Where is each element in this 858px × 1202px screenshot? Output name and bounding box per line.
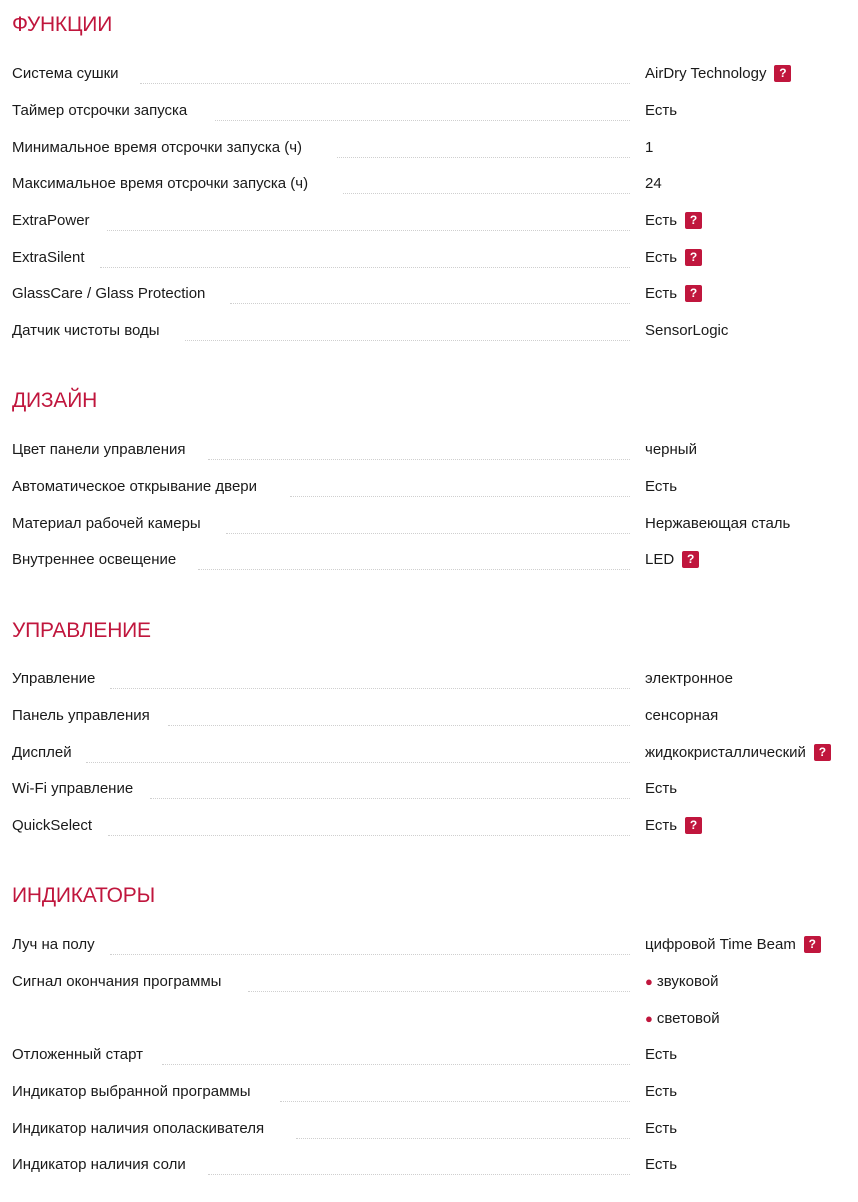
spec-value: Есть ? <box>645 210 702 232</box>
spec-row <box>0 1154 858 1178</box>
dotted-leader <box>110 688 630 689</box>
spec-row <box>0 778 858 802</box>
spec-row <box>0 668 858 692</box>
spec-row <box>0 1118 858 1142</box>
spec-value: 1 <box>645 139 654 156</box>
dotted-leader <box>215 120 630 121</box>
spec-value: Есть <box>645 1156 678 1173</box>
dotted-leader <box>248 991 630 992</box>
spec-row <box>0 971 858 995</box>
dotted-leader <box>140 83 630 84</box>
spec-label: ExtraPower <box>12 210 90 232</box>
help-icon[interactable]: ? <box>682 551 699 568</box>
spec-value: черный <box>645 441 697 458</box>
dotted-leader <box>185 340 630 341</box>
spec-label: Минимальное время отсрочки запуска (ч) <box>12 137 302 159</box>
section-title: ДИЗАЙН <box>12 389 98 412</box>
spec-row <box>0 705 858 729</box>
dotted-leader <box>100 267 630 268</box>
section-title: УПРАВЛЕНИЕ <box>12 619 151 642</box>
spec-value: Есть <box>645 102 678 119</box>
spec-value: LED ? <box>645 549 699 571</box>
dotted-leader <box>337 157 630 158</box>
spec-row <box>0 320 858 344</box>
spec-row <box>0 1044 858 1068</box>
spec-row <box>0 100 858 124</box>
spec-value: Есть ? <box>645 247 702 269</box>
spec-value: Есть <box>645 1120 678 1137</box>
dotted-leader <box>343 193 630 194</box>
spec-value: Есть <box>645 1083 678 1100</box>
spec-label: Цвет панели управления <box>12 439 185 461</box>
spec-row <box>0 210 858 234</box>
spec-value: Есть <box>645 478 678 495</box>
dotted-leader <box>226 533 630 534</box>
spec-label: GlassCare / Glass Protection <box>12 283 205 305</box>
spec-row <box>0 742 858 766</box>
bullet-icon: ● <box>645 974 653 989</box>
spec-label: Таймер отсрочки запуска <box>12 100 187 122</box>
spec-label: Индикатор наличия соли <box>12 1154 186 1176</box>
spec-label: Дисплей <box>12 742 72 764</box>
dotted-leader <box>162 1064 630 1065</box>
spec-value: сенсорная <box>645 707 719 724</box>
dotted-leader <box>107 230 630 231</box>
spec-row <box>0 513 858 537</box>
spec-label: Отложенный старт <box>12 1044 143 1066</box>
help-icon[interactable]: ? <box>814 744 831 761</box>
dotted-leader <box>150 798 630 799</box>
spec-row <box>0 63 858 87</box>
dotted-leader <box>296 1138 630 1139</box>
spec-label: Система сушки <box>12 63 119 85</box>
help-icon[interactable]: ? <box>774 65 791 82</box>
spec-value: ● звуковой <box>645 973 719 990</box>
help-icon[interactable]: ? <box>685 249 702 266</box>
spec-row <box>0 476 858 500</box>
spec-label: Луч на полу <box>12 934 95 956</box>
section-title: ФУНКЦИИ <box>12 13 113 36</box>
spec-label: Wi-Fi управление <box>12 778 133 800</box>
spec-label: Внутреннее освещение <box>12 549 176 571</box>
spec-value: Есть <box>645 780 678 797</box>
section-title: ИНДИКАТОРЫ <box>12 884 155 907</box>
spec-row <box>0 815 858 839</box>
dotted-leader <box>168 725 630 726</box>
spec-row <box>0 934 858 958</box>
spec-row <box>0 1008 858 1032</box>
spec-label: Панель управления <box>12 705 150 727</box>
spec-value: жидкокристаллический ? <box>645 742 831 764</box>
help-icon[interactable]: ? <box>685 212 702 229</box>
spec-label: Автоматическое открывание двери <box>12 476 257 498</box>
spec-value: Есть ? <box>645 815 702 837</box>
spec-value: ● световой <box>645 1010 720 1027</box>
spec-row <box>0 1081 858 1105</box>
dotted-leader <box>290 496 630 497</box>
spec-row <box>0 549 858 573</box>
dotted-leader <box>86 762 630 763</box>
spec-label: Максимальное время отсрочки запуска (ч) <box>12 173 308 195</box>
spec-row <box>0 247 858 271</box>
spec-value: электронное <box>645 670 733 687</box>
dotted-leader <box>110 954 630 955</box>
spec-value: 24 <box>645 175 662 192</box>
dotted-leader <box>208 1174 630 1175</box>
spec-label: Датчик чистоты воды <box>12 320 160 342</box>
spec-label: ExtraSilent <box>12 247 85 269</box>
spec-label: Материал рабочей камеры <box>12 513 201 535</box>
spec-value: AirDry Technology ? <box>645 63 791 85</box>
spec-value: SensorLogic <box>645 322 729 339</box>
spec-row <box>0 283 858 307</box>
dotted-leader <box>208 459 630 460</box>
spec-row <box>0 173 858 197</box>
spec-label: Сигнал окончания программы <box>12 971 221 993</box>
dotted-leader <box>198 569 630 570</box>
spec-value: цифровой Time Beam ? <box>645 934 821 956</box>
dotted-leader <box>230 303 630 304</box>
spec-label: QuickSelect <box>12 815 92 837</box>
help-icon[interactable]: ? <box>685 285 702 302</box>
spec-value: Нержавеющая сталь <box>645 515 791 532</box>
help-icon[interactable]: ? <box>804 936 821 953</box>
spec-value: Есть <box>645 1046 678 1063</box>
help-icon[interactable]: ? <box>685 817 702 834</box>
spec-label: Индикатор наличия ополаскивателя <box>12 1118 264 1140</box>
dotted-leader <box>108 835 630 836</box>
spec-label: Индикатор выбранной программы <box>12 1081 251 1103</box>
spec-label: Управление <box>12 668 95 690</box>
spec-value: Есть ? <box>645 283 702 305</box>
spec-row <box>0 137 858 161</box>
dotted-leader <box>280 1101 630 1102</box>
bullet-icon: ● <box>645 1011 653 1026</box>
spec-row <box>0 439 858 463</box>
